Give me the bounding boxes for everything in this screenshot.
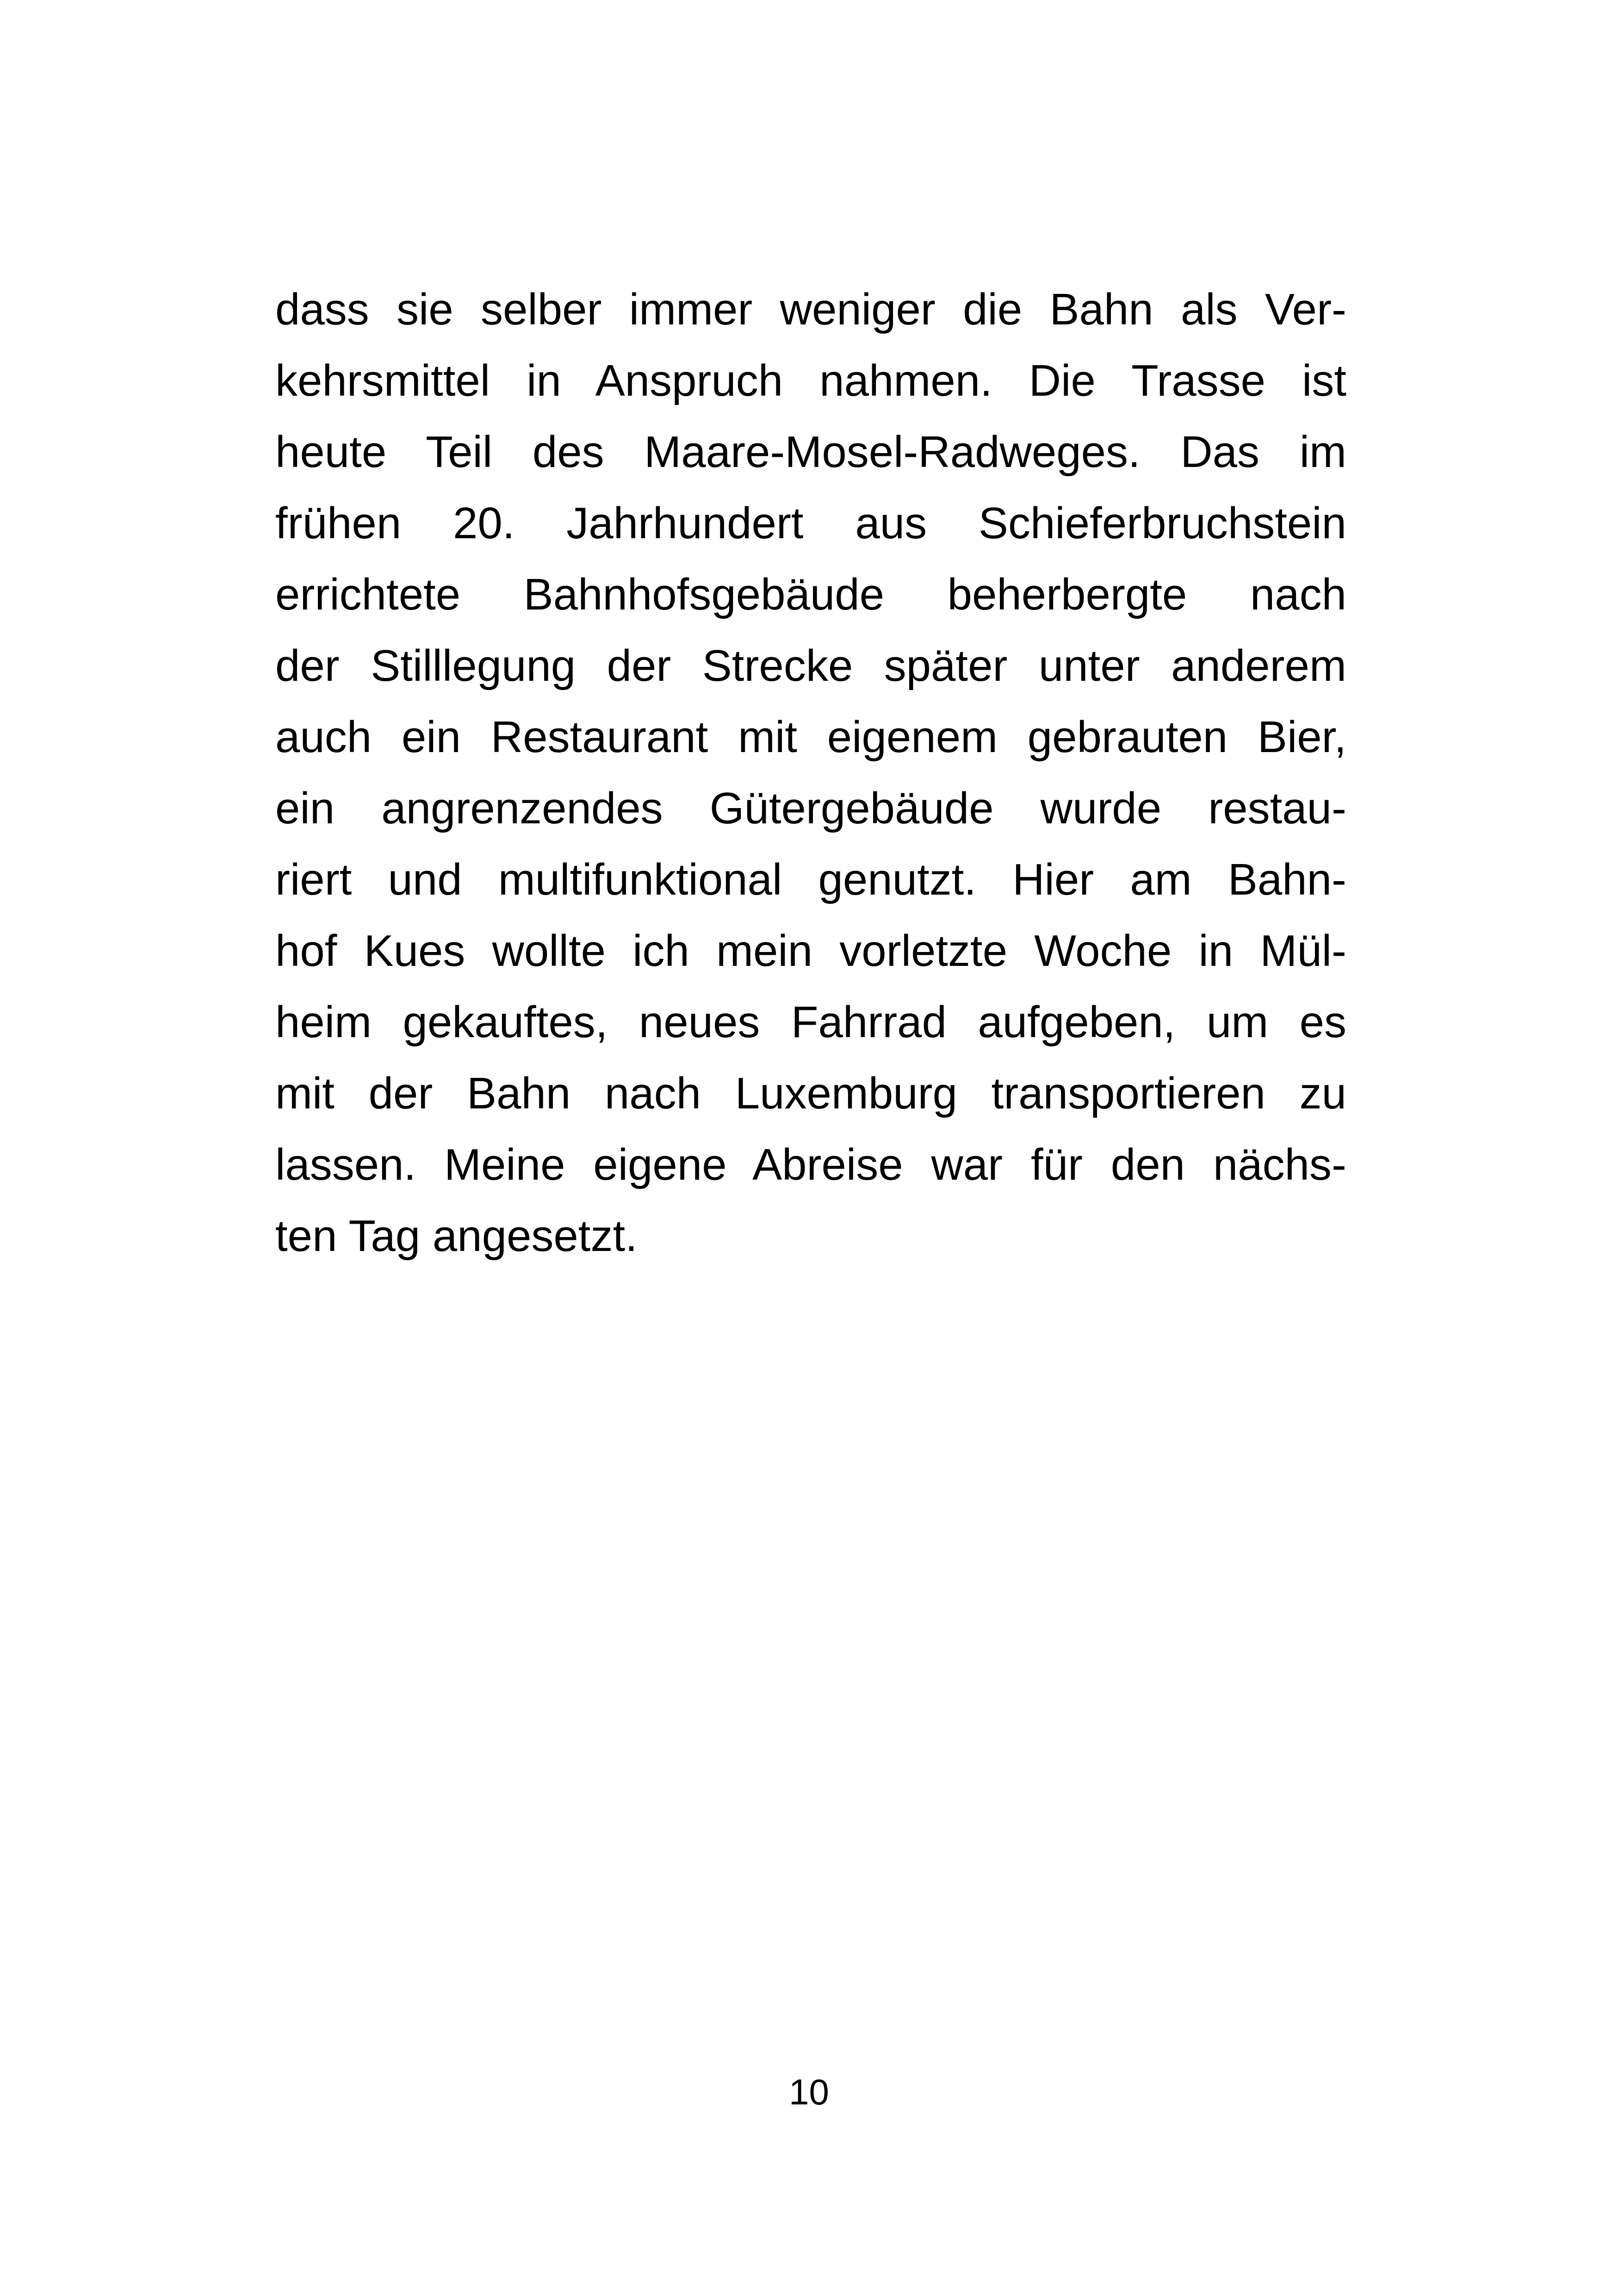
text-line: heute Teil des Maare-Mosel-Radweges. Das im xyxy=(275,427,1346,477)
text-line: ein angrenzendes Gütergebäude wurde restau- xyxy=(275,784,1346,833)
body-paragraph xyxy=(275,274,1346,1272)
text-line: errichtete Bahnhofsgebäude beherbergte nach xyxy=(275,570,1346,619)
text-line: hof Kues wollte ich mein vorletzte Woche in Mül- xyxy=(275,926,1346,976)
text-line: heim gekauftes, neues Fahrrad aufgeben, um es xyxy=(275,997,1346,1047)
text-line: der Stilllegung der Strecke später unter anderem xyxy=(275,641,1346,691)
text-line: dass sie selber immer weniger die Bahn als Ver- xyxy=(275,285,1346,334)
text-line: riert und multifunktional genutzt. Hier am Bahn- xyxy=(275,855,1346,904)
text-line: ten Tag angesetzt. xyxy=(275,1211,638,1261)
text-line: mit der Bahn nach Luxemburg transportieren zu xyxy=(275,1069,1346,1118)
text-line: auch ein Restaurant mit eigenem gebrauten Bier, xyxy=(275,712,1346,762)
text-line: lassen. Meine eigene Abreise war für den nächs- xyxy=(275,1140,1346,1189)
page-number: 10 xyxy=(789,2072,829,2112)
text-line: kehrsmittel in Anspruch nahmen. Die Trasse ist xyxy=(275,356,1346,405)
text-line: frühen 20. Jahrhundert aus Schieferbruchstein xyxy=(275,498,1346,548)
